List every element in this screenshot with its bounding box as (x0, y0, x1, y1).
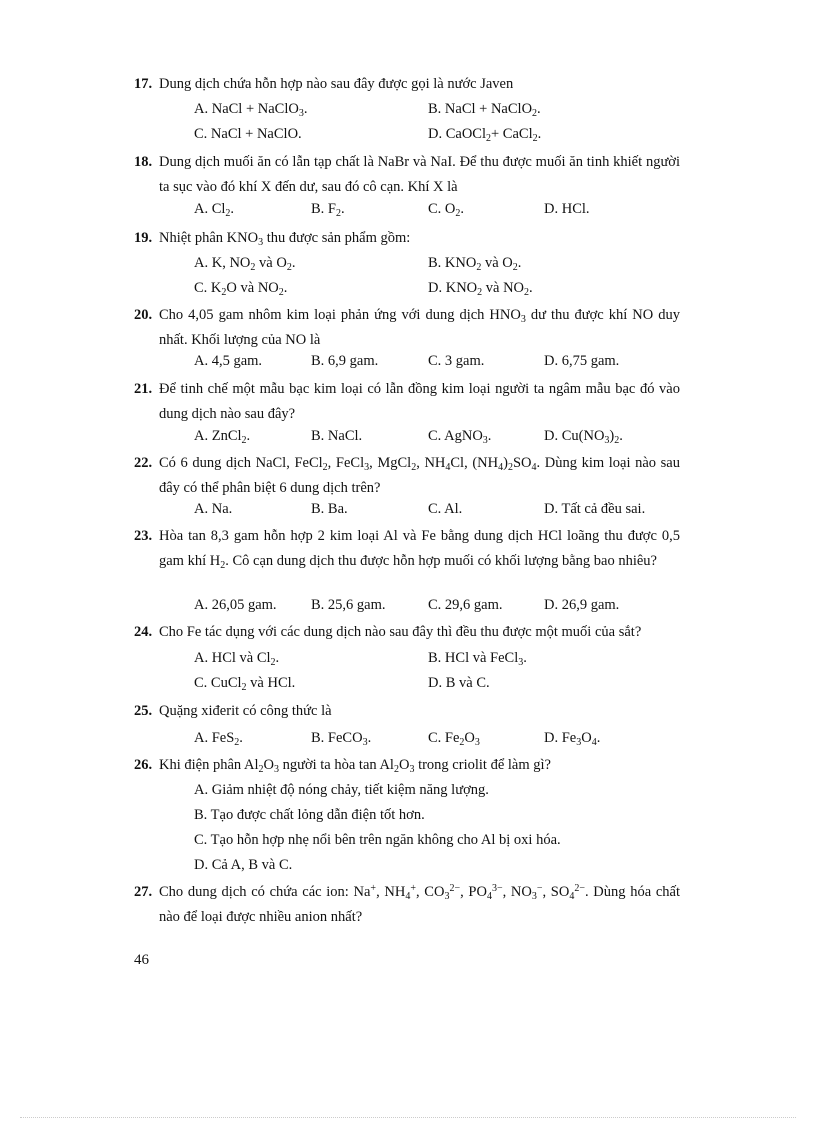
option-c: C. $Fe_2O_3$ (428, 730, 480, 748)
page-number: 46 (134, 952, 149, 968)
option-a: A. 26,05 gam. (194, 597, 277, 613)
question-27 (134, 880, 680, 930)
option-d: D. $Cu(NO_3)_2$. (544, 428, 623, 446)
question-23 (134, 524, 680, 574)
option-b: B. NaCl. (311, 428, 363, 444)
option-a: A. HCl và $Cl_2$. (194, 650, 280, 668)
question-number: 24. (134, 624, 153, 640)
option-b: B. $KNO_2$ và $O_2$. (428, 255, 522, 273)
option-d: D. HCl. (544, 201, 590, 217)
option-b: B. HCl và FeCl$_3$. (428, 650, 527, 668)
option-a: A. ZnCl$_2$. (194, 428, 251, 446)
option-a: A. FeS$_2$. (194, 730, 243, 748)
question-number: 26. (134, 757, 153, 773)
option-b: B. 25,6 gam. (311, 597, 386, 613)
options-22 (194, 497, 680, 522)
option-d: D. B và C. (428, 675, 490, 691)
option-b: B. $F_2$. (311, 201, 345, 219)
question-22 (134, 451, 680, 501)
question-26 (134, 753, 680, 778)
question-20 (134, 303, 680, 353)
question-24 (134, 620, 680, 645)
option-a: A. Giảm nhiệt độ nóng chảy, tiết kiệm năng lượng. (194, 782, 489, 798)
option-d: D. 6,75 gam. (544, 353, 620, 369)
option-c: C. $O_2$. (428, 201, 465, 219)
option-d: D. Tất cả đều sai. (544, 501, 646, 517)
question-text: Nhiệt phân $KNO_3$ thu được sản phẩm gồm: (159, 230, 411, 248)
option-d: D. 26,9 gam. (544, 597, 620, 613)
question-number: 18. (134, 154, 153, 170)
options-26 (194, 778, 680, 878)
option-c: C. NaCl + NaClO. (194, 126, 302, 142)
option-a: A. NaCl + NaClO$_3$. (194, 101, 308, 119)
question-text: Khi điện phân $Al_2O_3$ người ta hòa $\tan Al_2O_3$ trong criolit để làm gì? (159, 757, 551, 775)
options-24 (194, 646, 680, 696)
option-c: C. Tạo hỗn hợp nhẹ nổi bên trên ngăn không cho Al bị oxi hóa. (194, 832, 561, 848)
question-number: 22. (134, 455, 153, 471)
question-text: 27. Cho dung dịch có chứa các ion: Na+, $NH_4^+$, $CO_3^{2-}$, $PO_4^{3-}$, $NO_3^-$, $SO_4^{2-}$. Dùng hóa chất nào để loại được nhiều anion nhất? (134, 880, 680, 930)
option-b: B. Tạo được chất lỏng dẫn điện tốt hơn. (194, 807, 425, 823)
question-text: 18. Dung dịch muối ăn có lẫn tạp chất là NaBr và NaI. Để thu được muối ăn tinh khiết người ta sục vào đó khí X đến dư, sau đó cô cạn. Khí X là (134, 150, 680, 200)
question-19 (134, 226, 680, 251)
option-b: B. NaCl + NaClO$_2$. (428, 101, 541, 119)
options-25 (194, 726, 680, 751)
question-number: 21. (134, 381, 153, 397)
option-c: C. 3 gam. (428, 353, 485, 369)
question-21 (134, 377, 680, 427)
question-number: 17. (134, 76, 153, 92)
question-text: 23. Hòa tan 8,3 gam hỗn hợp 2 kim loại Al và Fe bằng dung dịch HCl loãng thu được 0,5 gam khí $H_2$. Cô cạn dung dịch thu được hỗn hợp muối có khối lượng bằng bao nhiêu? (134, 524, 680, 574)
options-20 (194, 349, 680, 374)
option-b: B. 6,9 gam. (311, 353, 379, 369)
option-a: A. 4,5 gam. (194, 353, 263, 369)
question-number: 23. (134, 528, 153, 544)
option-a: A. $Cl_2$. (194, 201, 235, 219)
option-b: B. Ba. (311, 501, 348, 517)
options-19 (194, 251, 680, 301)
option-d: D. CaOCl$_2$+ CaCl$_2$. (428, 126, 542, 144)
bottom-divider (20, 1117, 796, 1118)
question-text: 20. Cho 4,05 gam nhôm kim loại phản ứng với dung dịch $HNO_3$ dư thu được khí NO duy nhất. Khối lượng của NO là (134, 303, 680, 353)
option-a: A. K, $NO_2$ và $O_2$. (194, 255, 296, 273)
option-c: C. CuCl$_2$ và HCl. (194, 675, 296, 693)
option-c: C. Al. (428, 501, 463, 517)
options-18 (194, 197, 680, 222)
question-text: Quặng xiđerit có công thức là (159, 703, 332, 719)
question-number: 20. (134, 307, 153, 323)
question-17 (134, 72, 680, 97)
question-text: 22. Có 6 dung dịch NaCl, FeCl$_2$, FeCl$_3$, MgCl$_2$, $NH_4Cl$, $(NH_4)_2SO_4$. Dùng kim loại nào sau đây có thể phân biệt 6 dung dịch trên? (134, 451, 680, 501)
option-b: B. FeCO$_3$. (311, 730, 372, 748)
question-18 (134, 150, 680, 200)
option-d: D. Cả A, B và C. (194, 857, 293, 873)
option-a: A. Na. (194, 501, 233, 517)
option-d: D. $KNO_2$ và $NO_2$. (428, 280, 533, 298)
option-d: D. $Fe_3O_4$. (544, 730, 601, 748)
options-17 (194, 97, 680, 147)
question-25 (134, 699, 680, 724)
options-23 (194, 593, 680, 618)
option-c: C. AgNO$_3$. (428, 428, 492, 446)
question-text: 21. Để tinh chế một mẫu bạc kim loại có lẫn đồng kim loại người ta ngâm mẫu bạc đó vào dung dịch nào sau đây? (134, 377, 680, 427)
question-number: 19. (134, 230, 153, 246)
question-number: 25. (134, 703, 153, 719)
question-text: Dung dịch chứa hỗn hợp nào sau đây được gọi là nước Javen (159, 76, 514, 92)
option-c: C. $K_2O$ và $NO_2$. (194, 280, 288, 298)
question-number: 27. (134, 884, 153, 900)
options-21 (194, 424, 680, 449)
option-c: C. 29,6 gam. (428, 597, 503, 613)
question-text: Cho Fe tác dụng với các dung dịch nào sau đây thì đều thu được một muối của sắt? (159, 624, 642, 640)
